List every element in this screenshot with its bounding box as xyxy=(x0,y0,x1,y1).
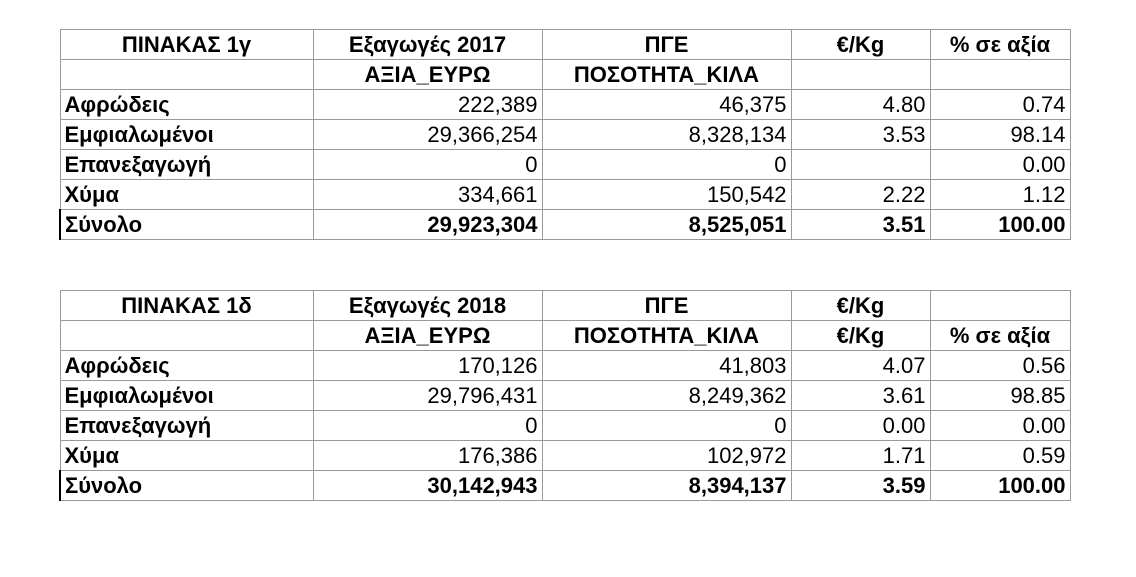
cell-eur-per-kg[interactable]: 1.71 xyxy=(791,441,930,471)
header-cell-pge[interactable]: ΠΓΕ xyxy=(542,30,791,60)
subheader-cell-percent-value[interactable]: % σε αξία xyxy=(930,321,1070,351)
cell-value-eur[interactable]: 29,796,431 xyxy=(313,381,542,411)
total-quantity-kg[interactable]: 8,394,137 xyxy=(542,471,791,501)
cell-percent-value[interactable]: 0.00 xyxy=(930,150,1070,180)
table-row xyxy=(60,150,1070,180)
total-value-eur[interactable]: 30,142,943 xyxy=(313,471,542,501)
header-cell-pge[interactable]: ΠΓΕ xyxy=(542,291,791,321)
total-label[interactable]: Σύνολο xyxy=(60,471,313,501)
total-row xyxy=(60,210,1070,240)
row-label[interactable]: Εμφιαλωμένοι xyxy=(60,381,313,411)
cell-value-eur[interactable]: 334,661 xyxy=(313,180,542,210)
cell-quantity-kg[interactable]: 102,972 xyxy=(542,441,791,471)
subheader-cell-quantity-kg[interactable]: ΠΟΣΟΤΗΤΑ_ΚΙΛΑ xyxy=(542,321,791,351)
row-label[interactable]: Χύμα xyxy=(60,180,313,210)
cell-eur-per-kg[interactable]: 4.07 xyxy=(791,351,930,381)
row-label[interactable]: Αφρώδεις xyxy=(60,90,313,120)
cell-value-eur[interactable]: 0 xyxy=(313,150,542,180)
subheader-cell-value-eur[interactable]: ΑΞΙΑ_ΕΥΡΩ xyxy=(313,60,542,90)
total-quantity-kg[interactable]: 8,525,051 xyxy=(542,210,791,240)
header-cell-percent-value[interactable]: % σε αξία xyxy=(930,30,1070,60)
header-cell-exports[interactable]: Εξαγωγές 2018 xyxy=(313,291,542,321)
cell-percent-value[interactable]: 1.12 xyxy=(930,180,1070,210)
header-cell-empty[interactable] xyxy=(930,291,1070,321)
cell-eur-per-kg[interactable]: 3.61 xyxy=(791,381,930,411)
cell-eur-per-kg[interactable]: 3.53 xyxy=(791,120,930,150)
total-eur-per-kg[interactable]: 3.59 xyxy=(791,471,930,501)
subheader-row xyxy=(60,321,1070,351)
table-row xyxy=(60,441,1070,471)
total-eur-per-kg[interactable]: 3.51 xyxy=(791,210,930,240)
cell-percent-value[interactable]: 0.74 xyxy=(930,90,1070,120)
subheader-row xyxy=(60,60,1070,90)
cell-eur-per-kg[interactable]: 4.80 xyxy=(791,90,930,120)
cell-value-eur[interactable]: 176,386 xyxy=(313,441,542,471)
row-label[interactable]: Επανεξαγωγή xyxy=(60,150,313,180)
table-1d xyxy=(59,290,1071,501)
cell-value-eur[interactable]: 29,366,254 xyxy=(313,120,542,150)
subheader-cell-empty[interactable] xyxy=(60,321,313,351)
table-row xyxy=(60,351,1070,381)
subheader-cell-empty[interactable] xyxy=(60,60,313,90)
header-row xyxy=(60,30,1070,60)
cell-percent-value[interactable]: 0.59 xyxy=(930,441,1070,471)
table-row xyxy=(60,411,1070,441)
subheader-cell-value-eur[interactable]: ΑΞΙΑ_ΕΥΡΩ xyxy=(313,321,542,351)
table-row xyxy=(60,120,1070,150)
cell-percent-value[interactable]: 0.00 xyxy=(930,411,1070,441)
cell-quantity-kg[interactable]: 0 xyxy=(542,411,791,441)
cell-quantity-kg[interactable]: 0 xyxy=(542,150,791,180)
row-label[interactable]: Επανεξαγωγή xyxy=(60,411,313,441)
cell-value-eur[interactable]: 222,389 xyxy=(313,90,542,120)
cell-percent-value[interactable]: 98.14 xyxy=(930,120,1070,150)
row-label[interactable]: Εμφιαλωμένοι xyxy=(60,120,313,150)
total-percent-value[interactable]: 100.00 xyxy=(930,210,1070,240)
cell-eur-per-kg[interactable]: 2.22 xyxy=(791,180,930,210)
total-percent-value[interactable]: 100.00 xyxy=(930,471,1070,501)
table-row xyxy=(60,180,1070,210)
table-title[interactable]: ΠΙΝΑΚΑΣ 1γ xyxy=(60,30,313,60)
row-label[interactable]: Χύμα xyxy=(60,441,313,471)
total-value-eur[interactable]: 29,923,304 xyxy=(313,210,542,240)
subheader-cell-eur-per-kg[interactable]: €/Kg xyxy=(791,321,930,351)
cell-quantity-kg[interactable]: 150,542 xyxy=(542,180,791,210)
total-label[interactable]: Σύνολο xyxy=(60,210,313,240)
table-1g xyxy=(59,29,1071,240)
cell-quantity-kg[interactable]: 8,328,134 xyxy=(542,120,791,150)
header-cell-eur-per-kg[interactable]: €/Kg xyxy=(791,30,930,60)
cell-value-eur[interactable]: 170,126 xyxy=(313,351,542,381)
table-row xyxy=(60,90,1070,120)
table-row xyxy=(60,381,1070,411)
row-label[interactable]: Αφρώδεις xyxy=(60,351,313,381)
header-cell-exports[interactable]: Εξαγωγές 2017 xyxy=(313,30,542,60)
cell-quantity-kg[interactable]: 46,375 xyxy=(542,90,791,120)
header-cell-eur-per-kg[interactable]: €/Kg xyxy=(791,291,930,321)
cell-percent-value[interactable]: 98.85 xyxy=(930,381,1070,411)
cell-quantity-kg[interactable]: 41,803 xyxy=(542,351,791,381)
table-title[interactable]: ΠΙΝΑΚΑΣ 1δ xyxy=(60,291,313,321)
header-row xyxy=(60,291,1070,321)
cell-eur-per-kg[interactable]: 0.00 xyxy=(791,411,930,441)
total-row xyxy=(60,471,1070,501)
subheader-cell-empty[interactable] xyxy=(930,60,1070,90)
cell-eur-per-kg[interactable] xyxy=(791,150,930,180)
subheader-cell-quantity-kg[interactable]: ΠΟΣΟΤΗΤΑ_ΚΙΛΑ xyxy=(542,60,791,90)
cell-percent-value[interactable]: 0.56 xyxy=(930,351,1070,381)
cell-value-eur[interactable]: 0 xyxy=(313,411,542,441)
cell-quantity-kg[interactable]: 8,249,362 xyxy=(542,381,791,411)
subheader-cell-empty[interactable] xyxy=(791,60,930,90)
